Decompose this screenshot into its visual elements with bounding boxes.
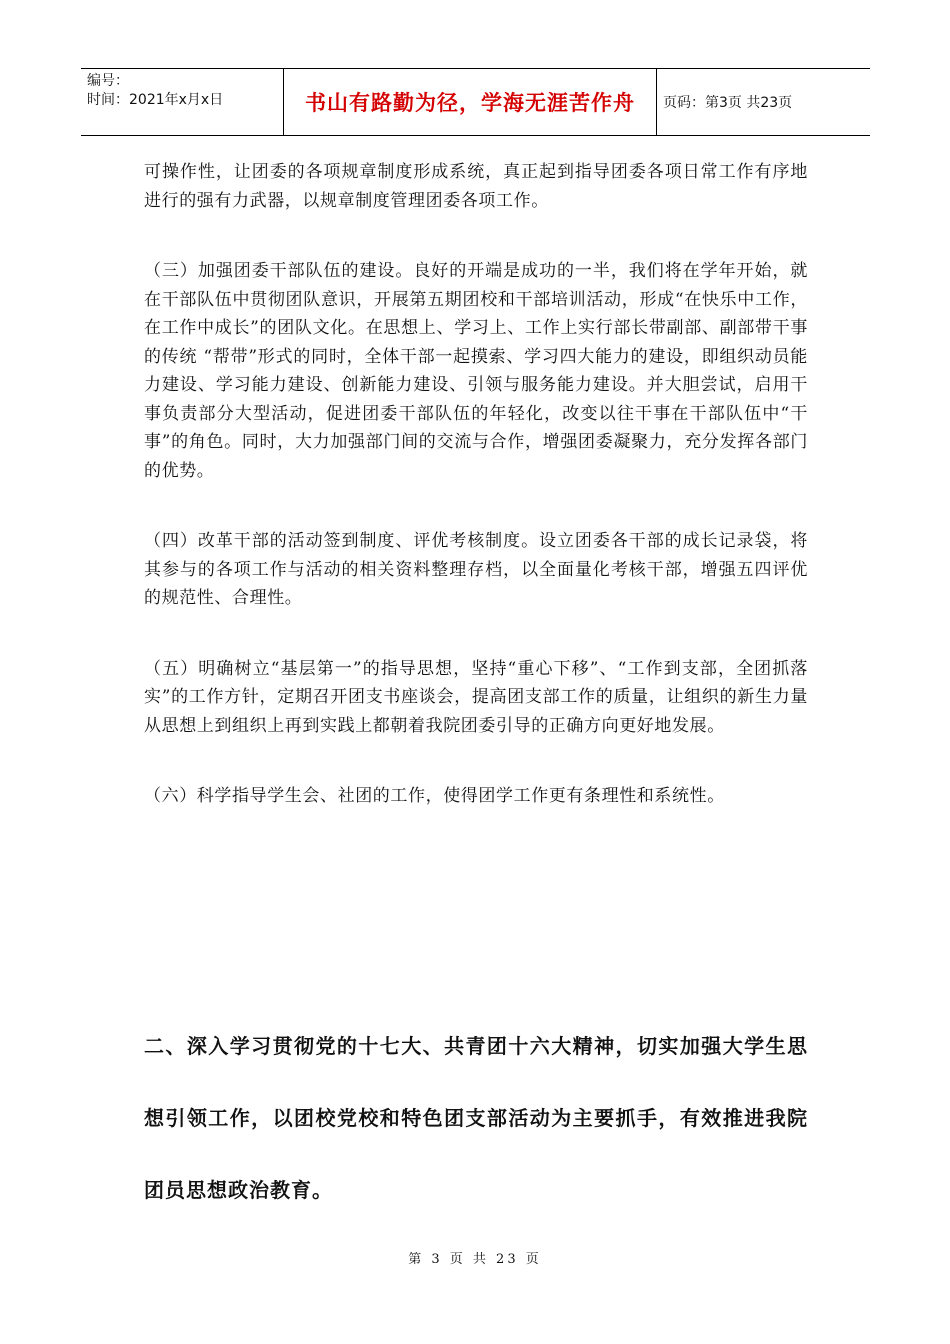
- paragraph-item-3: （三）加强团委干部队伍的建设。良好的开端是成功的一半，我们将在学年开始，就在干部队伍中贯彻团队意识，开展第五期团校和干部培训活动，形成“在快乐中工作，在工作中成长”的团队文化。在思想上、学习上、工作上实行部长带副部、副部带干事的传统 “帮带”形式的同时，全体干部一起摸索、学习四大能力的建设，即组织动员能力建设、学习能力建设、创新能力建设、引领与服务能力建设。并大胆尝试，启用干事负责部分大型活动，促进团委干部队伍的年轻化，改变以往干事在干部队伍中“干事”的角色。同时，大力加强部门间的交流与合作，增强团委凝聚力，充分发挥各部门的优势。: [144, 261, 808, 481]
- page-footer: 第 3 页 共 23 页: [408, 1252, 542, 1267]
- header-motto: 书山有路勤为径，学海无涯苦作舟: [283, 69, 657, 135]
- document-number-label: 编号：: [87, 73, 129, 89]
- paragraph-item-6: （六）科学指导学生会、社团的工作，使得团学工作更有条理性和系统性。: [144, 786, 725, 806]
- document-date: 时间：2021年x月x日: [87, 92, 224, 108]
- section-heading: 二、深入学习贯彻党的十七大、共青团十六大精神，切实加强大学生思想引领工作，以团校党校和特色团支部活动为主要抓手，有效推进我院团员思想政治教育。: [144, 1034, 808, 1202]
- header-page-info: 页码：第3页 共23页: [663, 95, 793, 111]
- paragraph-continuation: 可操作性，让团委的各项规章制度形成系统，真正起到指导团委各项日常工作有序地进行的强有力武器，以规章制度管理团委各项工作。: [144, 162, 808, 211]
- document-header: [81, 68, 870, 136]
- header-meta: [81, 69, 283, 135]
- paragraph-item-4: （四）改革干部的活动签到制度、评优考核制度。设立团委各干部的成长记录袋，将其参与的各项工作与活动的相关资料整理存档，以全面量化考核干部，增强五四评优的规范性、合理性。: [144, 531, 808, 608]
- paragraph-item-5: （五）明确树立“基层第一”的指导思想，坚持“重心下移”、“工作到支部，全团抓落实”的工作方针，定期召开团支书座谈会，提高团支部工作的质量，让组织的新生力量从思想上到组织上再到实践上都朝着我院团委引导的正确方向更好地发展。: [144, 658, 808, 736]
- document-body: [144, 158, 808, 811]
